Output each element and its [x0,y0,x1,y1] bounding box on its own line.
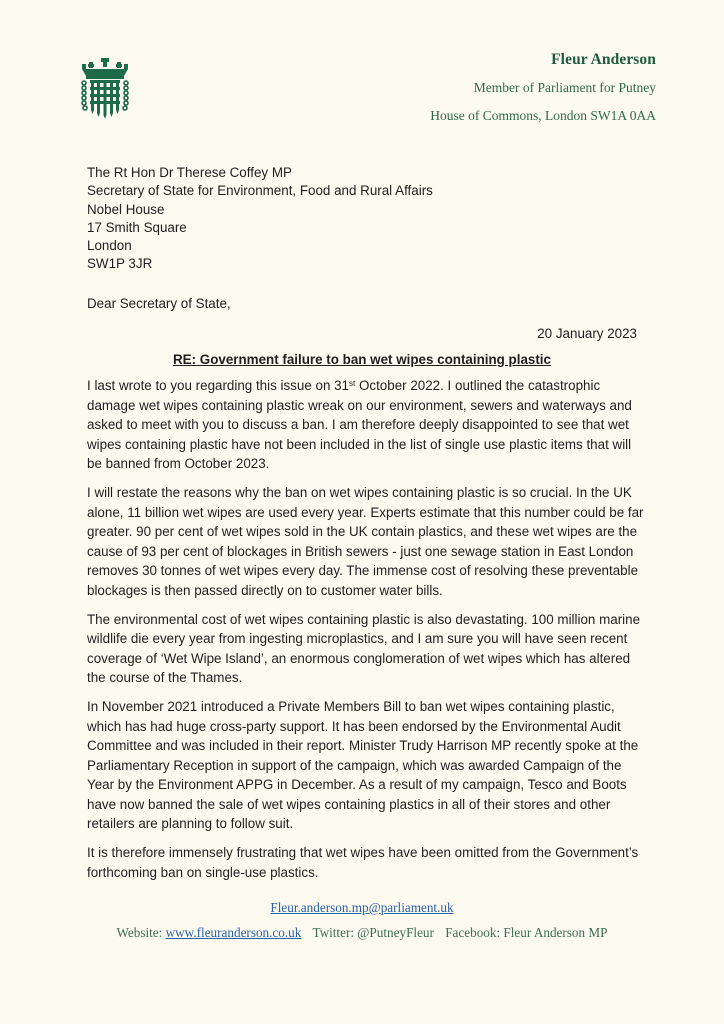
letter-date: 20 January 2023 [537,326,637,341]
mp-name: Fleur Anderson [551,51,656,68]
website-link[interactable]: www.fleuranderson.co.uk [165,925,302,940]
recipient-line: 17 Smith Square [87,219,187,235]
mp-address: House of Commons, London SW1A 0AA [430,108,656,123]
recipient-line: The Rt Hon Dr Therese Coffey MP [87,165,292,180]
recipient-line: Secretary of State for Environment, Food and Rural Affairs [87,183,433,199]
facebook-page: Facebook: Fleur Anderson MP [445,925,608,940]
body-paragraph: I last wrote to you regarding this issue on 31st October 2022. I outlined the catastrophic damage wet wipes containing plastic wreak on our environment, sewers and waterways and asked to meet with you to discuss a ban. I am therefore deeply disappointed to see that wet wipes containing plastic have not been included in the list of single use plastic items that will be banned from October 2023. [87,378,632,472]
body-paragraph: The environmental cost of wet wipes containing plastic is also devastating. 100 million marine wildlife die every year from ingesting microplastics, and I am sure you will have seen recent coverage of ‘Wet Wipe Island’, an enormous conglomeration of wet wipes which has altered the course of the Thames. [87,611,641,686]
salutation: Dear Secretary of State, [87,296,231,311]
recipient-address [87,164,433,274]
portcullis-logo-icon [79,58,131,120]
letterhead [430,51,656,135]
recipient-line: Nobel House [87,201,165,217]
body-paragraph: It is therefore immensely frustrating that wet wipes have been omitted from the Government’s forthcoming ban on single-use plastics. [87,845,639,880]
twitter-handle: Twitter: @PutneyFleur [312,925,434,940]
letter-body [87,376,647,891]
website-label: Website: [116,925,163,940]
email-link[interactable]: Fleur.anderson.mp@parliament.uk [270,900,454,915]
body-paragraph: In November 2021 introduced a Private Members Bill to ban wet wipes containing plastic, which has had huge cross-party support. It has been endorsed by the Environmental Audit Committee and was included in their report. Minister Trudy Harrison MP recently spoke at the Parliamentary Reception in support of the campaign, which was awarded Campaign of the Year by the Environment APPG in December. As a result of my campaign, Tesco and Boots have now banned the sale of wet wipes containing plastics in all of their stores and other retailers are planning to follow suit. [87,698,639,832]
subject-line: RE: Government failure to ban wet wipes containing plastic [173,352,551,367]
recipient-line: London [87,238,132,254]
letter-footer [0,900,724,941]
recipient-line: SW1P 3JR [87,256,153,272]
mp-role: Member of Parliament for Putney [473,80,656,95]
body-paragraph: I will restate the reasons why the ban on wet wipes containing plastic is so crucial. In the UK alone, 11 billion wet wipes are used every year. Experts estimate that this number could be far greater. 90 per cent of wet wipes sold in the UK contain plastics, and these wet wipes are the cause of 93 per cent of blockages in British sewers - just one sewage station in East London removes 30 tonnes of wet wipes every day. The immense cost of resolving these preventable blockages is then passed directly on to customer water bills. [87,484,644,598]
